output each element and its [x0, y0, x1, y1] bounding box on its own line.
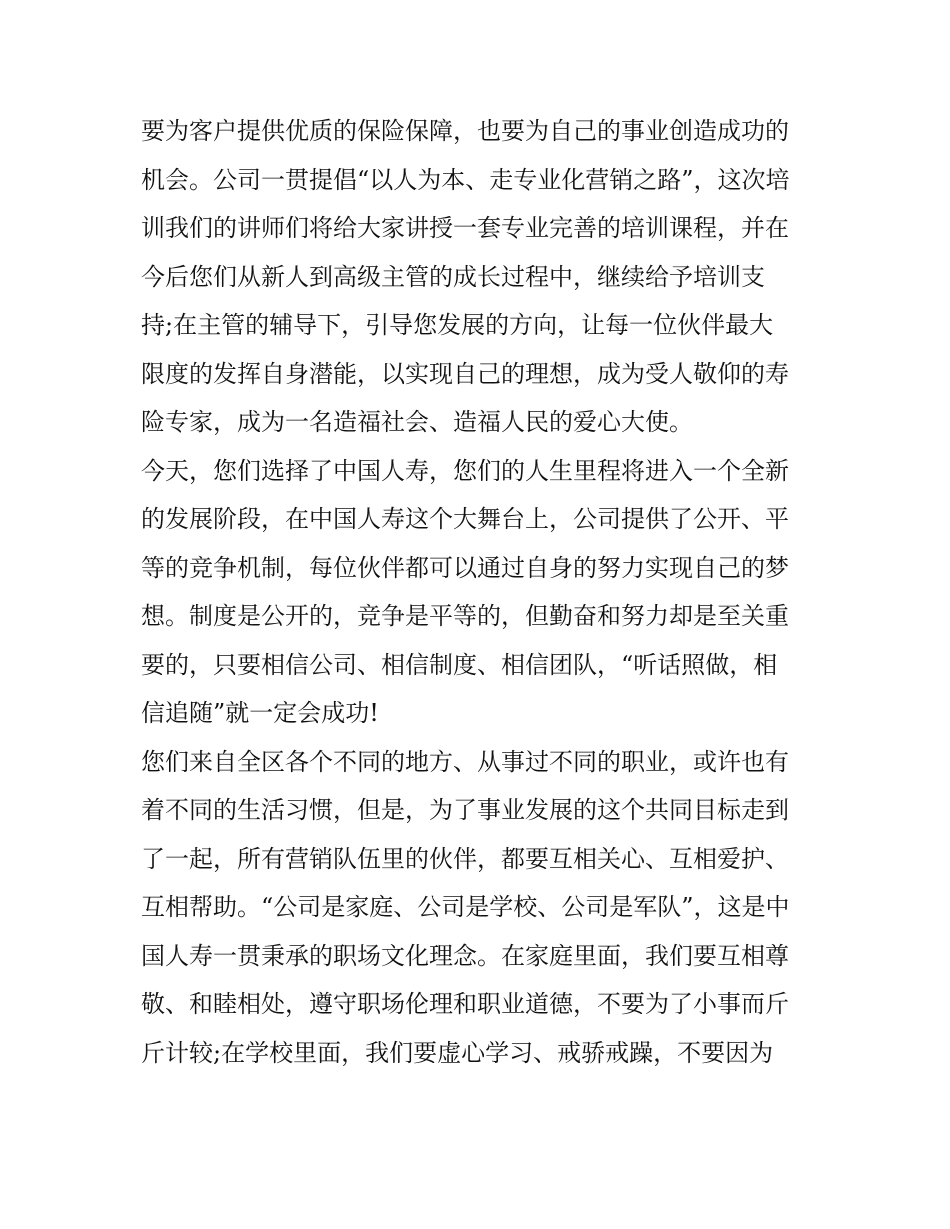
body-text: [141, 107, 821, 1077]
text-line: 机会。公司一贯提倡“以人为本、走专业化营销之路”，这次培: [141, 165, 790, 194]
text-line: 斤计较;在学校里面，我们要虚心学习、戒骄戒躁，不要因为: [141, 1038, 774, 1067]
text-line: 要为客户提供优质的保险保障，也要为自己的事业创造成功的: [141, 117, 789, 145]
text-line: 限度的发挥自身潜能，以实现自己的理想，成为受人敬仰的寿: [141, 359, 789, 388]
text-line: 等的竞争机制，每位伙伴都可以通过自身的努力实现自己的梦: [141, 553, 789, 582]
text-line: 持;在主管的辅导下，引导您发展的方向，让每一位伙伴最大: [141, 311, 774, 339]
text-line: 国人寿一贯秉承的职场文化理念。在家庭里面，我们要互相尊: [141, 941, 789, 970]
text-line: 互相帮助。“公司是家庭、公司是学校、公司是军队”，这是中: [141, 893, 790, 921]
text-line: 要的，只要相信公司、相信制度、相信团队，“听话照做，相: [141, 650, 778, 679]
text-line: 今后您们从新人到高级主管的成长过程中，继续给予培训支: [141, 262, 765, 291]
text-line: 今天，您们选择了中国人寿，您们的人生里程将进入一个全新: [141, 456, 789, 485]
text-line: 您们来自全区各个不同的地方、从事过不同的职业，或许也有: [141, 747, 789, 776]
text-line: 的发展阶段，在中国人寿这个大舞台上，公司提供了公开、平: [141, 505, 789, 533]
text-line: 险专家，成为一名造福社会、造福人民的爱心大使。: [141, 408, 693, 436]
text-line: 着不同的生活习惯，但是，为了事业发展的这个共同目标走到: [141, 796, 789, 824]
text-line: 敬、和睦相处，遵守职场伦理和职业道德，不要为了小事而斤: [141, 990, 789, 1018]
text-line: 想。制度是公开的，竞争是平等的，但勤奋和努力却是至关重: [141, 602, 789, 630]
text-line: 训我们的讲师们将给大家讲授一套专业完善的培训课程，并在: [141, 214, 789, 242]
text-line: 信追随”就一定会成功!: [141, 699, 379, 727]
text-line: 了一起，所有营销队伍里的伙伴，都要互相关心、互相爱护、: [141, 844, 789, 873]
